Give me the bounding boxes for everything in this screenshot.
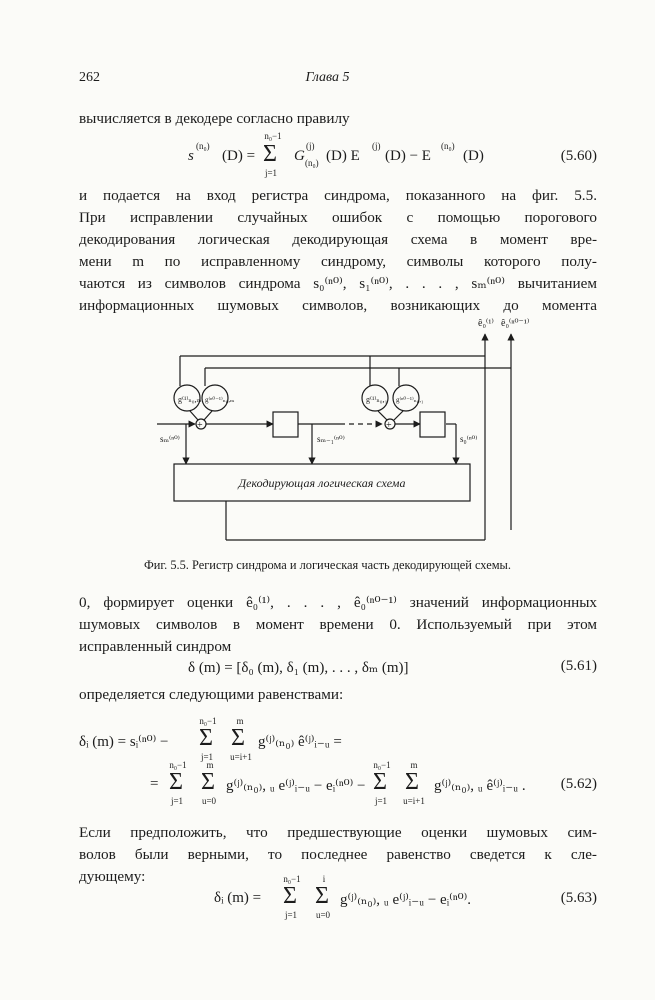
delay-cell-1 [273,412,298,437]
eq-line2-body1: g⁽ʲ⁾₍ₙ₀₎, ᵤ e⁽ʲ⁾ᵢ₋ᵤ − eᵢ⁽ⁿ⁰⁾ − [226,778,366,794]
sigma-symbol: Σ [315,883,329,909]
text-line: 0, формирует оценки ê₀⁽¹⁾, . . . , ê₀⁽ⁿ⁰⁻¹⁾ значений информационных [79,594,597,611]
sum-upper: n₀−1 [264,131,282,141]
eq-body-sup: (j) [306,141,315,151]
svg-text:s₀⁽ⁿ⁰⁾: s₀⁽ⁿ⁰⁾ [460,434,478,444]
figure-caption: Фиг. 5.5. Регистр синдрома и логическая часть декодирующей схемы. [144,558,511,572]
text-line: Если предположить, что предшествующие оценки шумовых сим- [79,824,597,841]
text-line: дующему: [79,868,146,885]
eq-body: g⁽ʲ⁾₍ₙ₀₎, ᵤ e⁽ʲ⁾ᵢ₋ᵤ − eᵢ⁽ⁿ⁰⁾. [340,892,472,908]
text-line: мени m по исправленному синдрому, символы которого полу- [79,253,597,270]
svg-text:g⁽ⁿ⁰⁻¹⁾ₙ₀,₁: g⁽ⁿ⁰⁻¹⁾ₙ₀,₁ [396,396,424,404]
logic-label: Декодирующая логическая схема [238,476,406,490]
eq-lhs-arg: (D) = [222,148,256,164]
eq-lhs-sup: (n₀) [196,141,210,151]
equation-number: (5.62) [560,776,597,792]
sigma-symbol: Σ [263,141,277,167]
sigma-symbol: Σ [283,883,297,909]
eq-e-rest: (D) − E [385,148,431,164]
delay-cell-2 [420,412,445,437]
text-line: определяется следующими равенствами: [79,686,344,703]
text-line: и подается на вход регистра синдрома, показанного на фиг. 5.5. [79,187,597,204]
svg-text:+: + [197,420,203,431]
paragraph-4 [79,684,597,706]
sigma-symbol: Σ [199,725,213,751]
eq-lhs: s [188,148,194,164]
eq-lhs: δᵢ (m) = [214,890,262,906]
paragraph-5 [79,822,597,888]
text-line: декодирования логическая декодирующая схема в момент вре- [79,231,597,248]
eq-line2-eq: = [150,776,159,792]
svg-text:sₘ₋₁⁽ⁿ⁰⁾: sₘ₋₁⁽ⁿ⁰⁾ [317,434,345,444]
sigma-symbol: Σ [373,769,387,795]
equation-number: (5.63) [560,890,597,906]
equation-number: (5.60) [560,148,597,164]
eq-line1-lhs: δᵢ (m) = sᵢ⁽ⁿ⁰⁾ − [79,734,169,750]
output-label-1: ê₀⁽¹⁾ [478,318,494,329]
equation-5-61: δ (m) = [δ₀ (m), δ₁ (m), . . . , δₘ (m)] [188,660,409,676]
eq-e-sup: (j) [372,141,381,151]
svg-text:sₘ⁽ⁿ⁰⁾: sₘ⁽ⁿ⁰⁾ [160,434,180,444]
svg-text:g⁽ⁿ⁰⁻¹⁾ₙ₀,ₘ: g⁽ⁿ⁰⁻¹⁾ₙ₀,ₘ [205,396,235,404]
equation-number: (5.61) [560,658,597,674]
chapter-title: Глава 5 [305,70,350,85]
sigma-symbol: Σ [201,769,215,795]
page-number: 262 [79,70,100,85]
text-line: При исправлении случайных ошибок с помощью порогового [79,209,597,226]
text-line: исправленный синдром [79,638,232,655]
eq-line1-body: g⁽ʲ⁾₍ₙ₀₎ ê⁽ʲ⁾ᵢ₋ᵤ = [258,734,342,750]
eq-body: G [294,148,305,164]
eq-e2-rest: (D) [463,148,484,164]
text-line: чаются из символов синдрома s₀⁽ⁿ⁰⁾, s₁⁽ⁿ⁰⁾, . . . , sₘ⁽ⁿ⁰⁾ вычитанием [79,275,597,292]
eq-line2-body2: g⁽ʲ⁾₍ₙ₀₎, ᵤ ê⁽ʲ⁾ᵢ₋ᵤ . [434,778,526,794]
eq-e2-sup: (n₀) [441,141,455,151]
svg-text:g⁽¹⁾ₙ₀,₁: g⁽¹⁾ₙ₀,₁ [366,395,388,404]
text-line: шумовых символов в момент времени 0. Используемый при этом [79,616,597,633]
eq-body-rest: (D) E [326,148,360,164]
svg-text:+: + [386,420,392,431]
svg-text:g⁽¹⁾ₙ₀,ₘ: g⁽¹⁾ₙ₀,ₘ [178,395,202,404]
sigma-symbol: Σ [231,725,245,751]
sum-lower: j=1 [264,168,278,178]
paragraph-3 [79,592,597,658]
text-line: волов были верными, то последнее равенство сведется к сле- [79,846,597,863]
sigma-symbol: Σ [405,769,419,795]
text-line: информационных шумовых символов, возникающих до момента [79,297,597,314]
output-label-2: ê₀⁽ⁿ⁰⁻¹⁾ [501,318,530,329]
sigma-symbol: Σ [169,769,183,795]
eq-body-sub: (n₀) [305,158,319,168]
text-line: вычисляется в декодере согласно правилу [79,110,350,127]
